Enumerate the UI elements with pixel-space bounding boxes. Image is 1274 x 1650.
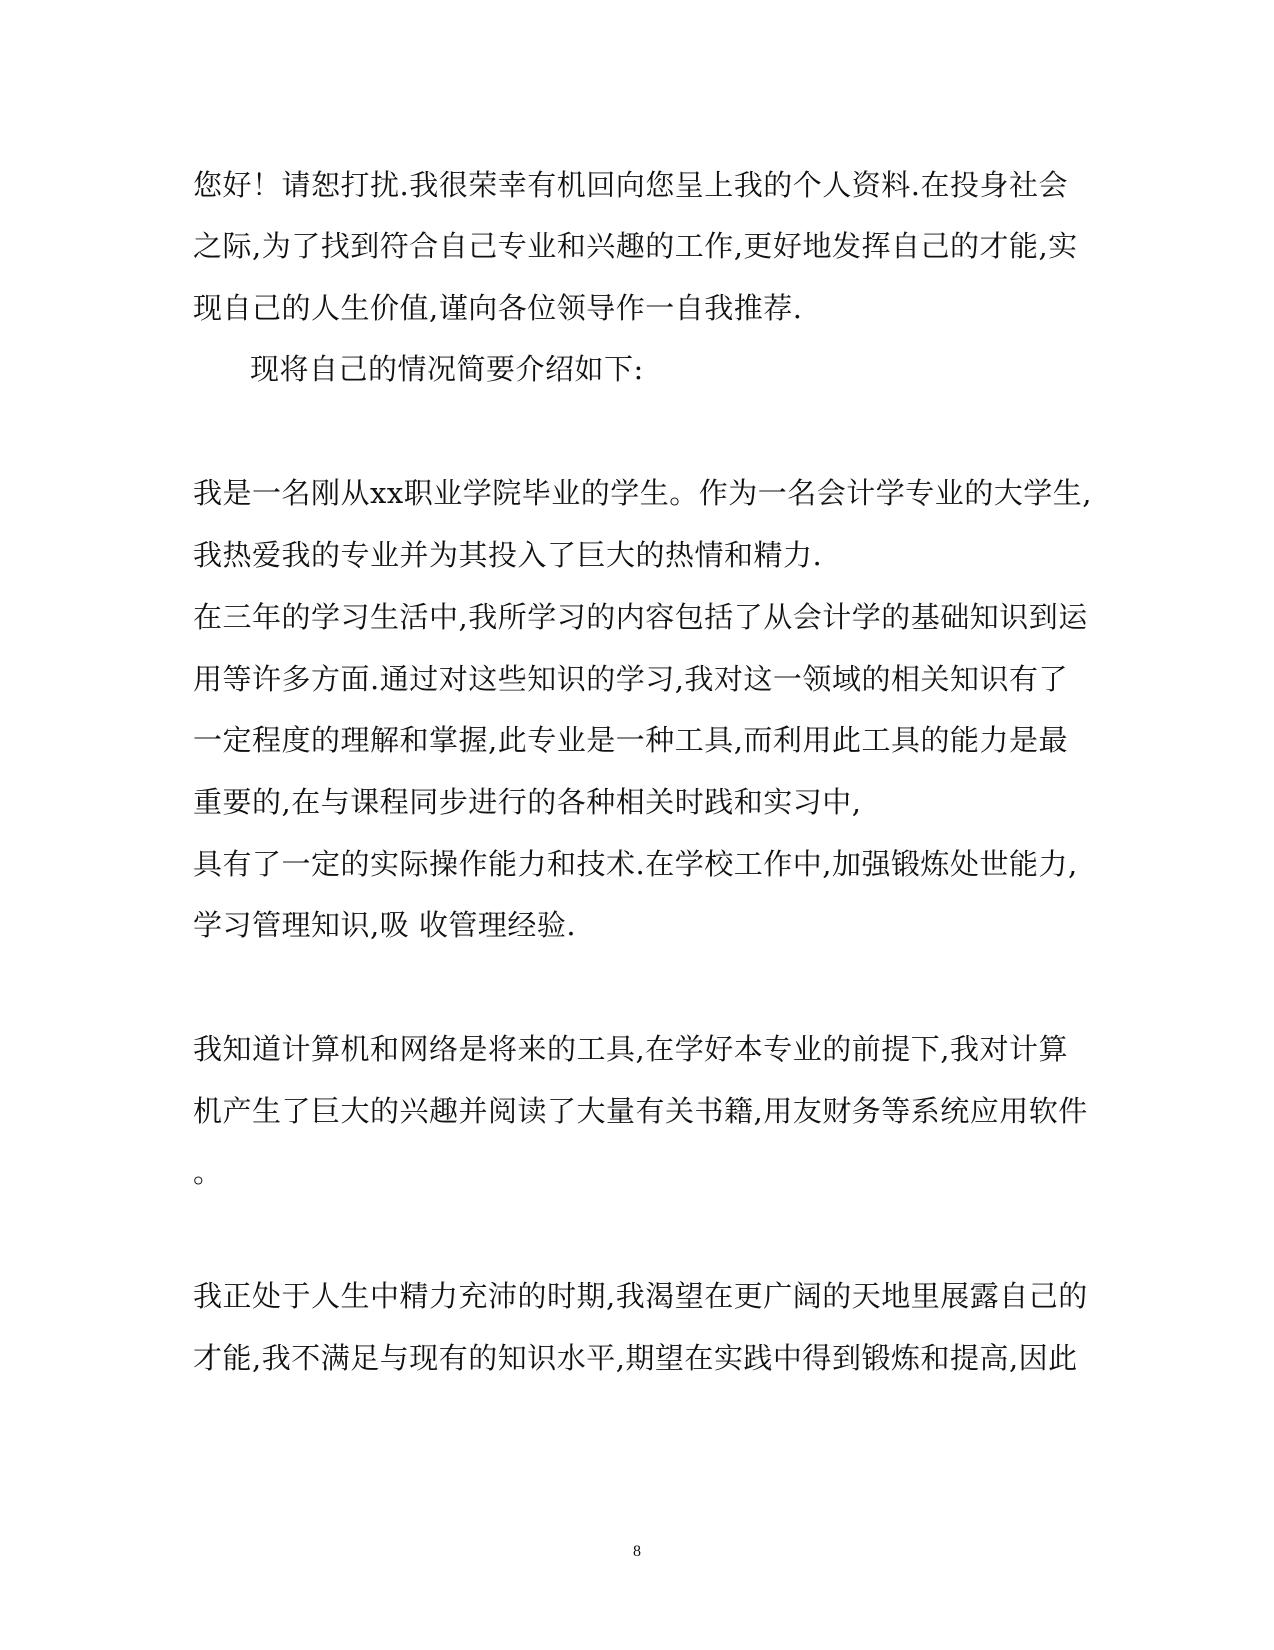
text-line: 一定程度的理解和掌握,此专业是一种工具,而利用此工具的能力是最 <box>193 723 1068 757</box>
page-number: 8 <box>633 1543 641 1560</box>
text-line: 我热爱我的专业并为其投入了巨大的热情和精力. <box>193 538 823 572</box>
text-line: 之际,为了找到符合自己专业和兴趣的工作,更好地发挥自己的才能,实 <box>193 229 1078 263</box>
text-line: 在三年的学习生活中,我所学习的内容包括了从会计学的基础知识到运 <box>193 600 1088 634</box>
text-line: 现自己的人生价值,谨向各位领导作一自我推荐. <box>193 291 803 325</box>
text-line: 具有了一定的实际操作能力和技术.在学校工作中,加强锻炼处世能力, <box>193 847 1078 881</box>
text-line: 机产生了巨大的兴趣并阅读了大量有关书籍,用友财务等系统应用软件 <box>193 1094 1088 1128</box>
text-line: 现将自己的情况简要介绍如下: <box>250 352 644 386</box>
text-line: 我知道计算机和网络是将来的工具,在学好本专业的前提下,我对计算 <box>193 1032 1068 1066</box>
text-line: 用等许多方面.通过对这些知识的学习,我对这一领域的相关知识有了 <box>193 662 1068 696</box>
text-line: 重要的,在与课程同步进行的各种相关时践和实习中, <box>193 785 862 819</box>
text-line: 。 <box>193 1155 223 1189</box>
text-line: 我是一名刚从xx职业学院毕业的学生。作为一名会计学专业的大学生, <box>193 476 1092 510</box>
text-line: 我正处于人生中精力充沛的时期,我渴望在更广阔的天地里展露自己的 <box>193 1279 1088 1313</box>
text-line: 您好！请恕打扰.我很荣幸有机回向您呈上我的个人资料.在投身社会 <box>193 168 1068 202</box>
text-line: 学习管理知识,吸 收管理经验. <box>193 908 577 942</box>
text-line: 才能,我不满足与现有的知识水平,期望在实践中得到锻炼和提高,因此 <box>193 1341 1078 1375</box>
